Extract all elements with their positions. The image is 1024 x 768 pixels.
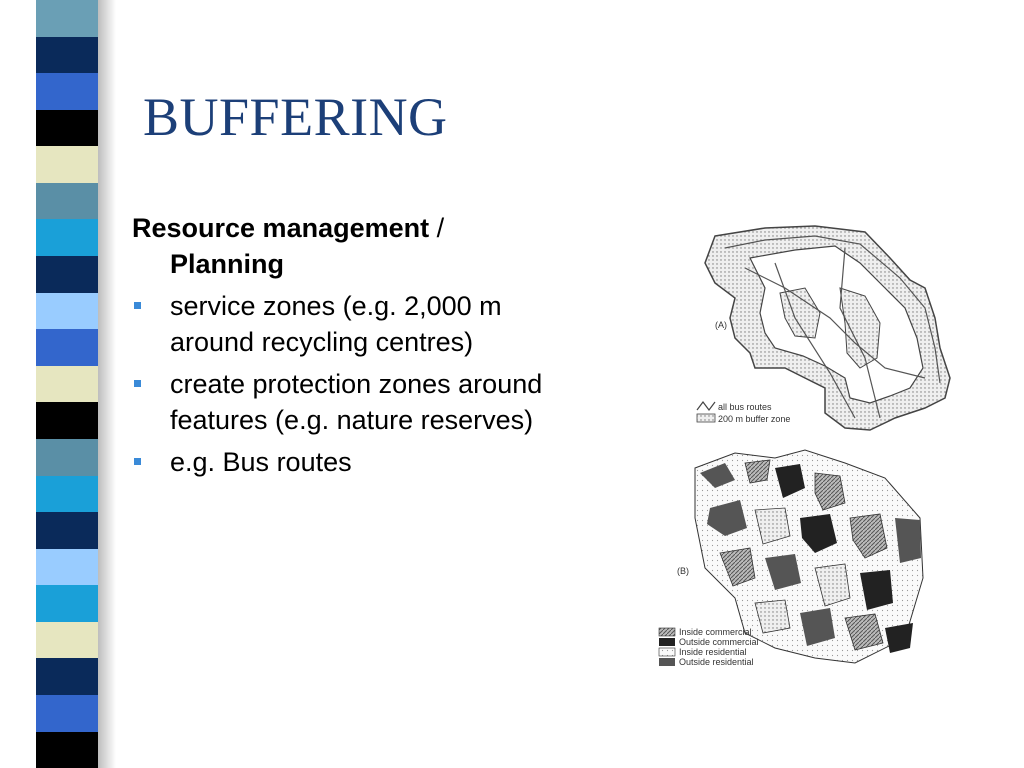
square-bullet-icon bbox=[134, 380, 141, 387]
panel-b-label: (B) bbox=[677, 566, 689, 576]
strip-segment bbox=[36, 512, 98, 549]
strip-segment bbox=[36, 183, 98, 220]
strip-segment bbox=[36, 622, 98, 659]
legend-b-item: Outside residential bbox=[679, 657, 754, 667]
bullet-text: create protection zones around features (e.g. nature reserves) bbox=[170, 369, 543, 435]
legend-a-item: 200 m buffer zone bbox=[718, 414, 791, 424]
slide-title: BUFFERING bbox=[143, 87, 448, 147]
legend-b-item: Inside residential bbox=[679, 647, 747, 657]
strip-segment bbox=[36, 146, 98, 183]
legend-a-item: all bus routes bbox=[718, 402, 772, 412]
heading-line2: Planning bbox=[170, 249, 284, 279]
strip-segment bbox=[36, 549, 98, 586]
slide-margin bbox=[0, 0, 36, 768]
strip-segment bbox=[36, 219, 98, 256]
square-bullet-icon bbox=[134, 302, 141, 309]
body-heading bbox=[132, 210, 562, 282]
inside-commercial-swatch-icon bbox=[659, 628, 675, 636]
inside-residential-swatch-icon bbox=[659, 648, 675, 656]
legend-b-item: Inside commercial bbox=[679, 627, 752, 637]
strip-segment bbox=[36, 293, 98, 330]
bullet-text: service zones (e.g. 2,000 m around recycling centres) bbox=[170, 291, 502, 357]
strip-segment bbox=[36, 439, 98, 476]
strip-segment bbox=[36, 658, 98, 695]
outside-commercial-swatch-icon bbox=[659, 638, 675, 646]
legend-b-item: Outside commercial bbox=[679, 637, 759, 647]
panel-b-map bbox=[659, 450, 923, 667]
outside-residential-swatch-icon bbox=[659, 658, 675, 666]
strip-segment bbox=[36, 0, 98, 37]
list-item bbox=[132, 288, 562, 360]
list-item bbox=[132, 444, 562, 480]
strip-segment bbox=[36, 37, 98, 74]
strip-segment bbox=[36, 110, 98, 147]
strip-shadow bbox=[98, 0, 116, 768]
strip-segment bbox=[36, 256, 98, 293]
strip-segment bbox=[36, 476, 98, 513]
strip-segment bbox=[36, 329, 98, 366]
route-line-icon bbox=[697, 402, 715, 410]
slide-body bbox=[132, 210, 562, 486]
square-bullet-icon bbox=[134, 458, 141, 465]
heading-slash: / bbox=[429, 213, 445, 243]
strip-segment bbox=[36, 585, 98, 622]
panel-a-label: (A) bbox=[715, 320, 727, 330]
buffer-swatch-icon bbox=[697, 414, 715, 422]
strip-segment bbox=[36, 695, 98, 732]
heading-bold: Resource management bbox=[132, 213, 430, 243]
bullet-text: e.g. Bus routes bbox=[170, 447, 352, 477]
strip-segment bbox=[36, 402, 98, 439]
decorative-strip bbox=[36, 0, 98, 768]
strip-segment bbox=[36, 73, 98, 110]
bullet-list bbox=[132, 288, 562, 480]
strip-segment bbox=[36, 732, 98, 768]
panel-a-map bbox=[697, 226, 950, 430]
list-item bbox=[132, 366, 562, 438]
buffer-map-figure bbox=[655, 218, 955, 678]
strip-segment bbox=[36, 366, 98, 403]
